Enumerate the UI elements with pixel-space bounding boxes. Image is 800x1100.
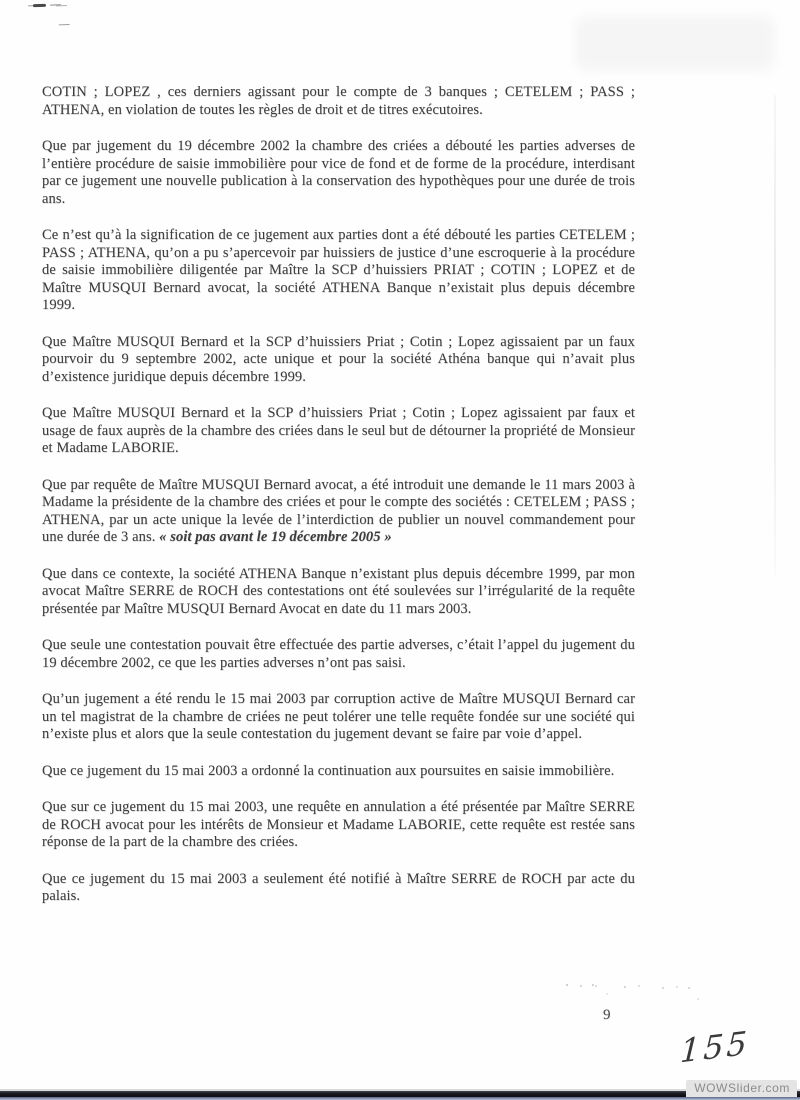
paragraph: COTIN ; LOPEZ , ces derniers agissant pour le compte de 3 banques ; CETELEM ; PASS ; ATHENA, en violation de toutes les règles de droit et de titres exécutoires. (42, 84, 635, 118)
scan-artifact-scribble (33, 4, 46, 7)
handwritten-folio-number: 155 (679, 1023, 751, 1071)
paragraph: Que ce jugement du 15 mai 2003 a ordonné la continuation aux poursuites en saisie immobilière. (42, 762, 615, 779)
paragraph: Que sur ce jugement du 15 mai 2003, une requête en annulation a été présentée par Maître SERRE de ROCH avocat pour les intérêts de Monsieur et Madame LABORIE, cette requête est restée sans réponse de la part de la chambre des criées. (42, 799, 635, 850)
scan-artifact-edge-line (774, 95, 776, 575)
paragraph: Que Maître MUSQUI Bernard et la SCP d’huissiers Priat ; Cotin ; Lopez agissaient par faux et usage de faux auprès de la chambre des criées dans le seul but de détourner la propriété de Monsieur et Madame LABORIE. (42, 405, 635, 456)
paragraph: Que dans ce contexte, la société ATHENA Banque n’existant plus depuis décembre 1999, par mon avocat Maître SERRE de ROCH des contestations ont été soulevées sur l’irrégularité de la requête présentée par Maître MUSQUI Bernard Avocat en date du 11 mars 2003. (42, 565, 635, 617)
paragraph-emphasis: « soit pas avant le 19 décembre 2005 » (159, 529, 392, 545)
wowslider-watermark-link[interactable]: WOWSlider.com (686, 1080, 797, 1097)
page-number: 9 (603, 1007, 611, 1023)
paragraph: Que par jugement du 19 décembre 2002 la chambre des criées a débouté les parties adverses de l’entière procédure de saisie immobilière pour vice de fond et de forme de la procédure, interdisant par ce jugement une nouvelle publication à la conservation des hypothèques pour une durée de trois ans. (42, 138, 635, 207)
document-body (42, 84, 635, 925)
paragraph: Qu’un jugement a été rendu le 15 mai 2003 par corruption active de Maître MUSQUI Bernard car un tel magistrat de la chambre de criées ne peut tolérer une telle requête fondée sur une société qui n’existe plus et alors que la seule contestation du jugement devant se faire par voie d’appel. (42, 691, 635, 742)
scan-artifact-specks (566, 984, 568, 986)
paragraph: Que par requête de Maître MUSQUI Bernard avocat, a été introduit une demande le 11 mars 2003 à Madame la présidente de la chambre des criées et pour le compte des sociétés : CETELEM ; PASS ; ATHENA, par un acte unique la levée de l’interdiction de publier un nouvel commandement pour une durée de 3 ans. « soit pas avant le 19 décembre 2005 » (42, 476, 635, 545)
paragraph: Que ce jugement du 15 mai 2003 a seulement été notifié à Maître SERRE de ROCH par acte du palais. (42, 870, 635, 904)
paragraph: Que seule une contestation pouvait être effectuée des partie adverses, c’était l’appel du jugement du 19 décembre 2002, ce que les parties adverses n’ont pas saisi. (42, 637, 635, 671)
scan-artifact-shade (575, 16, 775, 71)
paragraph: Ce n’est qu’à la signification de ce jugement aux parties dont a été débouté les parties CETELEM ; PASS ; ATHENA, qu’on a pu s’apercevoir par huissiers de justice d’une escroquerie à la procédure de saisie immobilière diligentée par Maître la SCP d’huissiers PRIAT ; COTIN ; LOPEZ et de Maître MUSQUI Bernard avocat, la société ATHENA Banque n’existait plus depuis décembre 1999. (42, 227, 635, 313)
paragraph: Que Maître MUSQUI Bernard et la SCP d’huissiers Priat ; Cotin ; Lopez agissaient par un faux pourvoir du 9 septembre 2002, acte unique et pour la société Athéna banque qui n’avait plus d’existence juridique depuis décembre 1999. (42, 333, 635, 385)
